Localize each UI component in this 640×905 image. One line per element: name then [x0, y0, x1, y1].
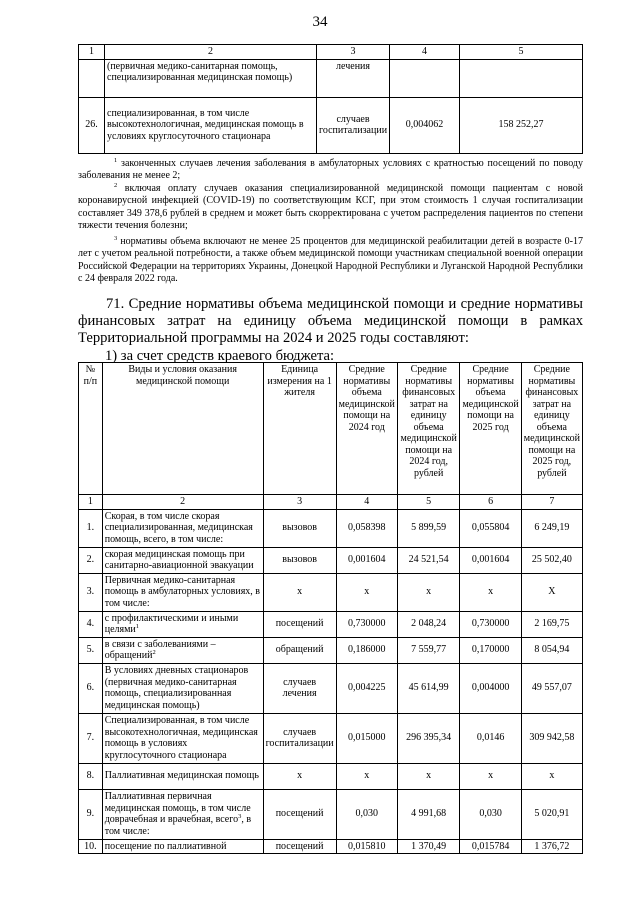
row-cost: 158 252,27	[460, 97, 583, 153]
table-row: 5. в связи с заболеваниями – обращений$^2$ обращений 0,186000 7 559,77 0,170000 8 054,94	[79, 637, 583, 663]
row-name: специализированная, в том числе высокотехнологичная, медицинская помощь в условиях круглосуточного стационара	[105, 97, 317, 153]
row-norm: 0,004062	[390, 97, 460, 153]
col-number: 4	[390, 45, 460, 60]
header-cost-2025: Средние нормативы финансовых затрат на единицу объема медицинской помощи на 2025 год, рублей	[521, 363, 582, 495]
row-unit: лечения	[317, 59, 390, 97]
table-row: 3. Первичная медико-санитарная помощь в амбулаторных условиях, в том числе: х х х х Х	[79, 573, 583, 611]
table-row: 8. Паллиативная медицинская помощь х х х х х	[79, 763, 583, 789]
table-header-row	[79, 45, 583, 60]
footnote-3: $^3$ нормативы объема включают не менее 25 процентов для медицинской реабилитации детей в возрасте 0-17 лет с учетом реальной потребности, а также объем медицинской помощи участникам специальной военной операции Российской Федерации на территориях Украины, Донецкой Народной Республики и Луганской Народной Республики с 24 февраля 2022 года.	[78, 235, 584, 284]
col-number: 2	[105, 45, 317, 60]
column-number-row: 1 2 3 4 5 6 7	[79, 495, 583, 510]
header-name: Виды и условия оказания медицинской помощи	[102, 363, 263, 495]
table-row: 1. Скорая, в том числе скорая специализированная, медицинская помощь, всего, в том числе: вызовов 0,058398 5 899,59 0,055804 6 249,19	[79, 509, 583, 547]
table-row: 2. скорая медицинская помощь при санитарно-авиационной эвакуации вызовов 0,001604 24 521,54 0,001604 25 502,40	[79, 547, 583, 573]
subheading: 1) за счет средств краевого бюджета:	[105, 348, 335, 364]
row-name: (первичная медико-санитарная помощь, специализированная медицинская помощь)	[105, 59, 317, 97]
table-row: 7. Специализированная, в том числе высокотехнологичная, медицинская помощь в условиях круглосуточного стационара случаев госпитализации 0,015000 296 395,34 0,0146 309 942,58	[79, 713, 583, 763]
col-number: 3	[317, 45, 390, 60]
page-number: 34	[312, 14, 328, 30]
normatives-table	[78, 362, 583, 854]
continuation-table	[78, 44, 583, 154]
row-unit: случаев госпитализации	[317, 97, 390, 153]
section-paragraph: 71. Средние нормативы объема медицинской помощи и средние нормативы финансовых затрат на единицу объема медицинской помощи в рамках Территориальной программы на 2024 и 2025 годы составляют:	[78, 296, 583, 346]
table-header-row	[79, 363, 583, 495]
table-row: 10. посещение по паллиативной посещений 0,015810 1 370,49 0,015784 1 376,72	[79, 839, 583, 854]
header-volume-2025: Средние нормативы объема медицинской помощи на 2025 год	[460, 363, 521, 495]
table-row	[79, 97, 583, 153]
table-row: 9. Паллиативная первичная медицинская помощь, в том числе доврачебная и врачебная, всего$^3$, в том числе: посещений 0,030 4 991,68 0,030 5 020,91	[79, 789, 583, 839]
header-cost-2024: Средние нормативы финансовых затрат на единицу объема медицинской помощи на 2024 год, рублей	[397, 363, 460, 495]
table-row: 6. В условиях дневных стационаров (первичная медико-санитарная помощь, специализированная медицинская помощь) случаев лечения 0,004225 45 614,99 0,004000 49 557,07	[79, 663, 583, 713]
row-number: 26.	[79, 97, 105, 153]
table-row	[79, 59, 583, 97]
header-num: № п/п	[79, 363, 103, 495]
col-number: 5	[460, 45, 583, 60]
header-unit: Единица измерения на 1 жителя	[263, 363, 336, 495]
table-row: 4. с профилактическими и иными целями$^1$ посещений 0,730000 2 048,24 0,730000 2 169,75	[79, 611, 583, 637]
footnote-1: $^1$ законченных случаев лечения заболевания в амбулаторных условиях с кратностью посещений по поводу заболевания не менее 2;	[78, 157, 584, 182]
header-volume-2024: Средние нормативы объема медицинской помощи на 2024 год	[336, 363, 397, 495]
col-number: 1	[79, 45, 105, 60]
footnote-2: $^2$ включая оплату случаев оказания специализированной медицинской помощи пациентам с новой коронавирусной инфекцией (COVID-19) по соответствующим КСГ, при этом стоимость 1 случая госпитализации составляет 349 378,6 рублей в среднем и может быть скорректирована с учетом распределения пациентов по степени тяжести течения болезни;	[78, 182, 584, 231]
